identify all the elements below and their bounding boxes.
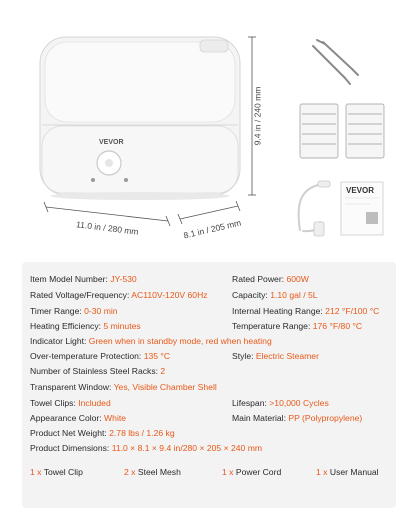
spec-main-material: Main Material: PP (Polypropylene) [232,413,363,423]
spec-timer-range: Timer Range: 0-30 min [30,306,118,316]
spec-temperature-range: Temperature Range: 176 °F/80 °C [232,321,363,331]
spec-product-dimensions: Product Dimensions: 11.0 × 8.1 × 9.4 in/280 × 205 × 240 mm [30,443,263,453]
product-illustration-area [0,0,416,250]
steel-mesh-icon [346,104,384,158]
spec-rated-power: Rated Power: 600W [232,274,309,284]
spec-capacity: Capacity: 1.10 gal / 5L [232,290,318,300]
spec-model-number: Item Model Number: JY-530 [30,274,137,284]
length-dimension-label: 11.0 in / 280 mm [75,219,140,237]
accessory-user-manual: 1 x User Manual [316,467,379,477]
spec-towel-clips: Towel Clips: Included [30,398,111,408]
spec-internal-heating-range: Internal Heating Range: 212 °F/100 °C [232,306,380,316]
spec-heating-efficiency: Heating Efficiency: 5 minutes [30,321,141,331]
height-dimension-label: 9.4 in / 240 mm [252,86,263,146]
spec-transparent-window: Transparent Window: Yes, Visible Chamber Shell [30,382,217,392]
steel-mesh-icon [300,104,338,158]
accessory-towel-clip: 1 x Towel Clip [30,467,83,477]
spec-indicator-light: Indicator Light: Green when in standby mode, red when heating [30,336,272,346]
steamer-illustration [40,37,240,200]
brand-logo-steamer: VEVOR [99,139,124,146]
spec-style: Style: Electric Steamer [232,351,319,361]
spec-over-temperature: Over-temperature Protection: 135 °C [30,351,171,361]
product-drawing [0,0,416,250]
spec-appearance-color: Appearance Color: White [30,413,127,423]
spec-voltage: Rated Voltage/Frequency: AC110V-120V 60Hz [30,290,208,300]
accessory-power-cord: 1 x Power Cord [222,467,282,477]
towel-clip-icon [313,40,358,84]
spec-net-weight: Product Net Weight: 2.78 lbs / 1.26 kg [30,428,175,438]
spec-lifespan: Lifespan: >10,000 Cycles [232,398,329,408]
width-dimension-label: 8.1 in / 205 mm [182,217,242,241]
accessory-steel-mesh: 2 x Steel Mesh [124,467,181,477]
spec-steel-racks: Number of Stainless Steel Racks: 2 [30,366,166,376]
power-cord-icon [299,181,330,236]
brand-logo-manual: VEVOR [346,186,375,195]
accessories-row [0,467,416,481]
